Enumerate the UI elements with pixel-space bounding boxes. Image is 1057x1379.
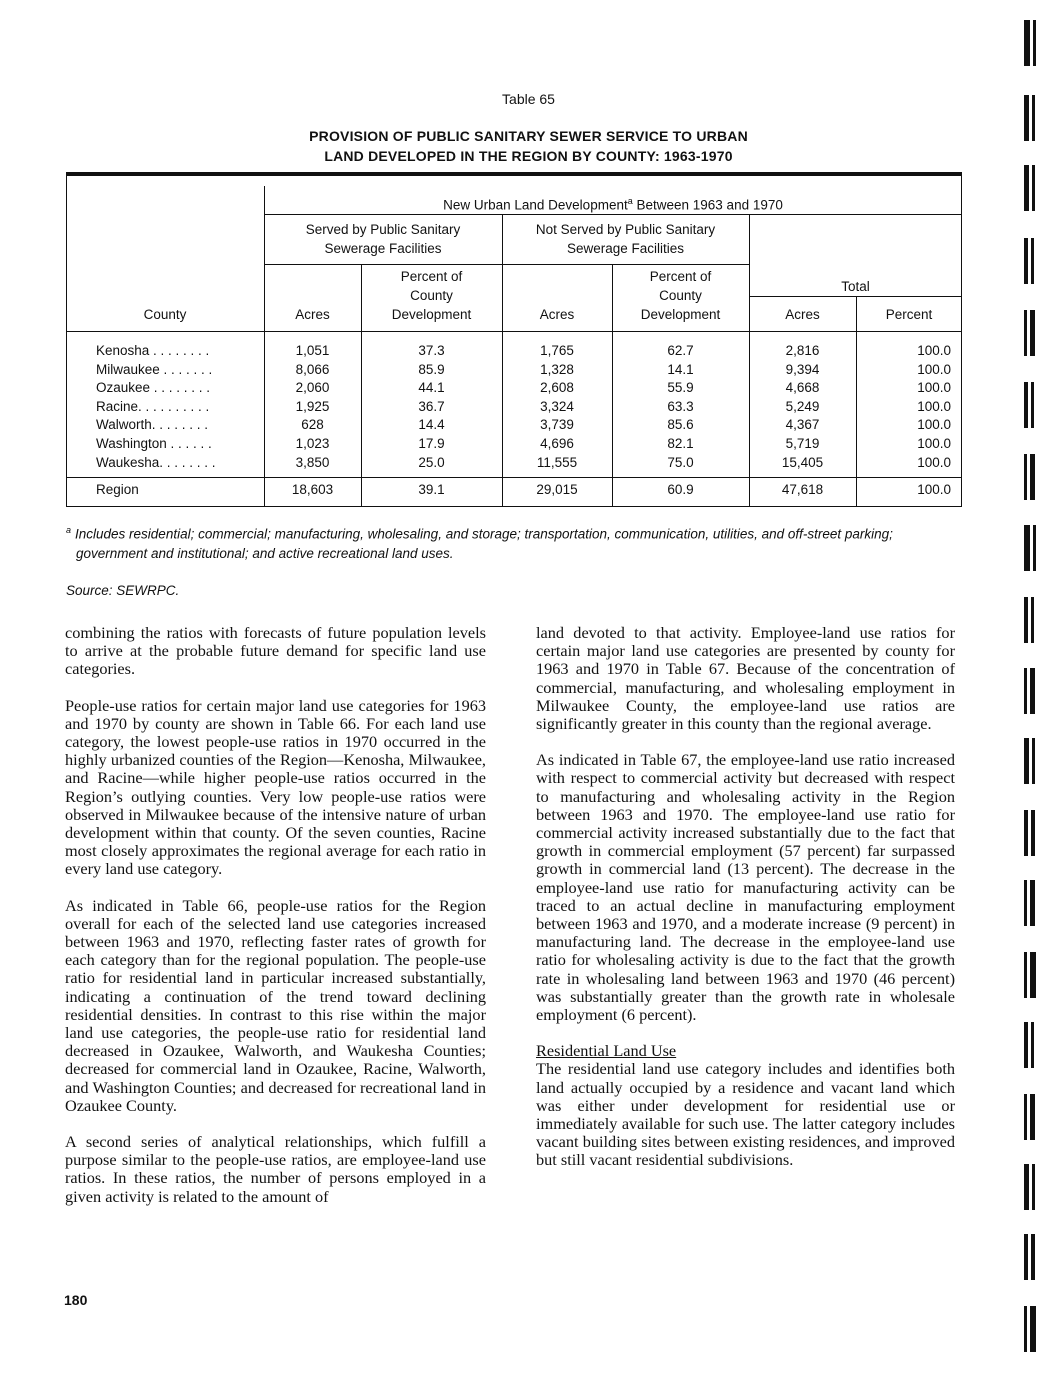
not-served-acres-header: Acres xyxy=(539,307,575,322)
superheader xyxy=(264,192,962,215)
served-percent-header-line-1: Percent of xyxy=(400,269,463,284)
index-mark xyxy=(1024,1094,1044,1140)
total-percent-header: Percent xyxy=(885,307,933,322)
index-mark xyxy=(1024,454,1044,500)
cell-served-pct: 44.1 xyxy=(418,380,445,396)
table-right-border xyxy=(961,176,962,507)
cell-served-acres: 628 xyxy=(301,417,324,433)
cell-not-pct: 63.3 xyxy=(667,398,694,414)
cell-total-pct: 100.0 xyxy=(917,343,951,358)
table-title xyxy=(0,126,1057,166)
cell-not-acres: 3,324 xyxy=(540,398,574,414)
cell-not-acres: 2,608 xyxy=(540,380,574,396)
index-mark xyxy=(1024,952,1044,998)
right-paragraph-1: land devoted to that activity. Employee-land use ratios for certain major land use categories are presented by county for 1963 and 1970 in Table 67. Because of the concentration of commercial, manufacturing, and wholesaling employment in Milwaukee County, the employee-land use ratios are significantly greater in this county than the regional average. xyxy=(536,623,955,734)
cell-served-acres: 8,066 xyxy=(295,361,330,377)
not-served-header-line-2: Sewerage Facilities xyxy=(566,241,685,256)
total-header: Total xyxy=(841,279,870,294)
cell-county: Waukesha. . . . . . . . xyxy=(96,454,216,470)
table-footnote xyxy=(66,521,966,563)
table-title-line-1: PROVISION OF PUBLIC SANITARY SEWER SERVICE TO URBAN xyxy=(309,128,748,144)
index-mark xyxy=(1024,1164,1044,1210)
served-percent-header-line-3: Development xyxy=(391,307,472,322)
index-mark xyxy=(1024,1306,1044,1352)
cell-total-acres: 5,249 xyxy=(785,398,820,414)
cell-total-pct: 100.0 xyxy=(917,482,951,497)
index-mark xyxy=(1024,165,1044,211)
served-acres-header: Acres xyxy=(295,307,330,322)
index-mark xyxy=(1024,20,1044,66)
cell-total-pct: 100.0 xyxy=(917,436,951,451)
right-paragraph-2: As indicated in Table 67, the employee-land use ratio increased with respect to commercial activity but decreased with respect to manufacturing and wholesaling activity in the Region between 1963 and 1970. The employee-land use ratio for commercial activity increased substantially due to the fact that growth in commercial employment (57 percent) far surpassed growth in commercial land (13 percent). The decrease in the employee-land use ratio for manufacturing activity can be traced to an actual decline in manufacturing employment between 1963 and 1970, and a moderate increase (9 percent) in manufacturing land. The decrease in the employee-land use ratio for wholesaling activity is due to the fact that the growth rate in wholesaling land between 1963 and 1970 (46 percent) was substantially greater than the growth rate in wholesale employment (6 percent). xyxy=(536,750,955,1025)
index-mark xyxy=(1024,1234,1044,1280)
section-paragraph: The residential land use category includes and identifies both land actually occupied by a residence and vacant land which was either under development for residential use or immediately available for such use. The latter category includes vacant building sites between existing residences, and improved but still vacant residential subdivisions. xyxy=(536,1059,955,1170)
cell-not-pct: 85.6 xyxy=(667,417,694,433)
cell-not-pct: 82.1 xyxy=(667,436,694,451)
footnote-text-1: Includes residential; commercial; manufacturing, wholesaling, and storage; transportation, communication, utilities, and off-street parking; xyxy=(75,526,893,542)
cell-total-pct: 100.0 xyxy=(917,361,951,377)
cell-total-acres: 9,394 xyxy=(785,361,820,377)
cell-total-acres: 47,618 xyxy=(781,482,824,497)
cell-served-acres: 3,850 xyxy=(295,454,330,470)
section-heading: Residential Land Use xyxy=(536,1041,677,1061)
index-mark xyxy=(1024,382,1044,428)
footnote-marker-a: a xyxy=(627,196,633,206)
cell-not-pct: 55.9 xyxy=(667,380,694,396)
cell-served-pct: 36.7 xyxy=(418,398,445,414)
cell-total-pct: 100.0 xyxy=(917,417,951,433)
cell-total-acres: 4,668 xyxy=(785,380,820,396)
cell-not-acres: 1,765 xyxy=(540,343,574,358)
cell-served-acres: 18,603 xyxy=(291,482,334,497)
table-left-border xyxy=(66,176,67,507)
served-percent-header xyxy=(361,267,502,324)
cell-served-pct: 25.0 xyxy=(418,454,445,470)
cell-not-pct: 14.1 xyxy=(667,361,694,377)
cell-county: Washington . . . . . . xyxy=(96,436,212,451)
cell-total-acres: 4,367 xyxy=(785,417,820,433)
not-served-percent-header-line-1: Percent of xyxy=(649,269,712,284)
cell-county: Region xyxy=(96,482,139,497)
footnote-line-1 xyxy=(66,521,966,544)
cell-served-pct: 85.9 xyxy=(418,361,445,377)
left-paragraph-2: People-use ratios for certain major land use categories for 1963 and 1970 by county are shown in Table 66. For each land use category, the lowest people-use ratios in 1970 occurred in the highly urbanized counties of the Region—Kenosha, Milwaukee, and Racine—while higher people-use ratios occurred in the Region’s outlying counties. Very low people-use ratios were observed in Milwaukee because of the intensive nature of urban development within that county. Of the seven counties, Racine most closely approximates the regional average for each ratio in every land use category. xyxy=(65,695,486,879)
total-acres-header: Acres xyxy=(785,307,820,322)
served-header-line-2: Sewerage Facilities xyxy=(324,241,442,256)
cell-total-acres: 2,816 xyxy=(785,343,820,358)
cell-not-pct: 60.9 xyxy=(667,482,694,497)
left-paragraph-1: combining the ratios with forecasts of future population levels to arrive at the probable future demand for specific land use categories. xyxy=(65,623,486,679)
not-served-percent-header-line-2: County xyxy=(659,288,702,303)
cell-served-acres: 2,060 xyxy=(295,380,330,396)
cell-served-acres: 1,051 xyxy=(295,343,330,358)
left-paragraph-4: A second series of analytical relationships, which fulfill a purpose similar to the people-use ratios, are employee-land use ratios. In these ratios, the number of persons employed in a given activity is related to the amount of xyxy=(65,1132,486,1206)
index-mark xyxy=(1024,310,1044,356)
rule-under-header xyxy=(66,331,962,332)
cell-county: Walworth. . . . . . . . xyxy=(96,417,209,433)
not-served-percent-header xyxy=(612,267,749,324)
served-percent-header-line-2: County xyxy=(410,288,453,303)
index-mark xyxy=(1024,880,1044,926)
index-mark xyxy=(1024,525,1044,571)
superheader-years: Between 1963 and 1970 xyxy=(632,197,783,213)
left-column xyxy=(65,624,486,1224)
cell-served-pct: 14.4 xyxy=(418,417,445,433)
cell-total-pct: 100.0 xyxy=(917,398,951,414)
cell-total-acres: 15,405 xyxy=(781,454,824,470)
index-mark xyxy=(1024,738,1044,784)
page-number: 180 xyxy=(64,1292,88,1308)
index-mark xyxy=(1024,1022,1044,1068)
left-paragraph-3: As indicated in Table 66, people-use ratios for the Region overall for each of the selected land use categories increased between 1963 and 1970, reflecting faster rates of growth for each category than for the regional population. The people-use ratio for residential land in particular increased substantially, indicating a continuation of the trend toward declining residential densities. In contrast to this rise within the major land use categories, the people-use ratio for residential land decreased in Ozaukee, Walworth, and Waukesha Counties; decreased for commercial land in Ozaukee, Racine, Walworth, and Washington Counties; and decreased for recreational land in Ozaukee County. xyxy=(65,895,486,1115)
table-top-rule xyxy=(66,172,962,176)
rule-under-group-headers xyxy=(264,264,749,265)
footnote-line-2: government and institutional; and active recreational land uses. xyxy=(76,545,454,561)
index-mark xyxy=(1024,810,1044,856)
cell-county: Ozaukee . . . . . . . . xyxy=(96,380,211,396)
footnote-marker: a xyxy=(66,525,72,535)
index-mark xyxy=(1024,597,1044,643)
cell-county: Milwaukee . . . . . . . xyxy=(96,361,213,377)
cell-not-acres: 11,555 xyxy=(536,454,578,470)
table-bottom-rule xyxy=(66,506,962,507)
cell-not-acres: 29,015 xyxy=(536,482,578,497)
cell-served-pct: 39.1 xyxy=(418,482,445,497)
not-served-header xyxy=(502,220,749,258)
superheader-text: New Urban Land Development xyxy=(443,197,628,213)
cell-not-acres: 4,696 xyxy=(540,436,574,451)
rule-above-region xyxy=(66,477,962,478)
source-note: Source: SEWRPC. xyxy=(66,583,180,598)
table-number: Table 65 xyxy=(502,91,555,107)
not-served-percent-header-line-3: Development xyxy=(640,307,721,322)
cell-served-pct: 37.3 xyxy=(418,343,445,358)
cell-served-acres: 1,023 xyxy=(295,436,330,451)
table-title-line-2: LAND DEVELOPED IN THE REGION BY COUNTY: 1963-1970 xyxy=(324,148,733,164)
cell-total-acres: 5,719 xyxy=(785,436,820,451)
served-header xyxy=(264,220,502,258)
cell-county: Racine. . . . . . . . . . xyxy=(96,398,210,414)
cell-county: Kenosha . . . . . . . . xyxy=(96,343,210,358)
cell-total-pct: 100.0 xyxy=(917,454,951,470)
cell-not-pct: 75.0 xyxy=(667,454,694,470)
cell-not-acres: 3,739 xyxy=(540,417,574,433)
served-header-line-1: Served by Public Sanitary xyxy=(305,222,461,237)
index-mark xyxy=(1024,95,1044,141)
right-column xyxy=(536,624,955,1188)
cell-served-pct: 17.9 xyxy=(418,436,445,451)
cell-not-pct: 62.7 xyxy=(667,343,694,358)
cell-total-pct: 100.0 xyxy=(917,380,951,396)
not-served-header-line-1: Not Served by Public Sanitary xyxy=(535,222,716,237)
index-mark xyxy=(1024,668,1044,714)
index-mark xyxy=(1024,238,1044,284)
county-header: County xyxy=(143,307,187,322)
cell-not-acres: 1,328 xyxy=(540,361,574,377)
cell-served-acres: 1,925 xyxy=(295,398,330,414)
